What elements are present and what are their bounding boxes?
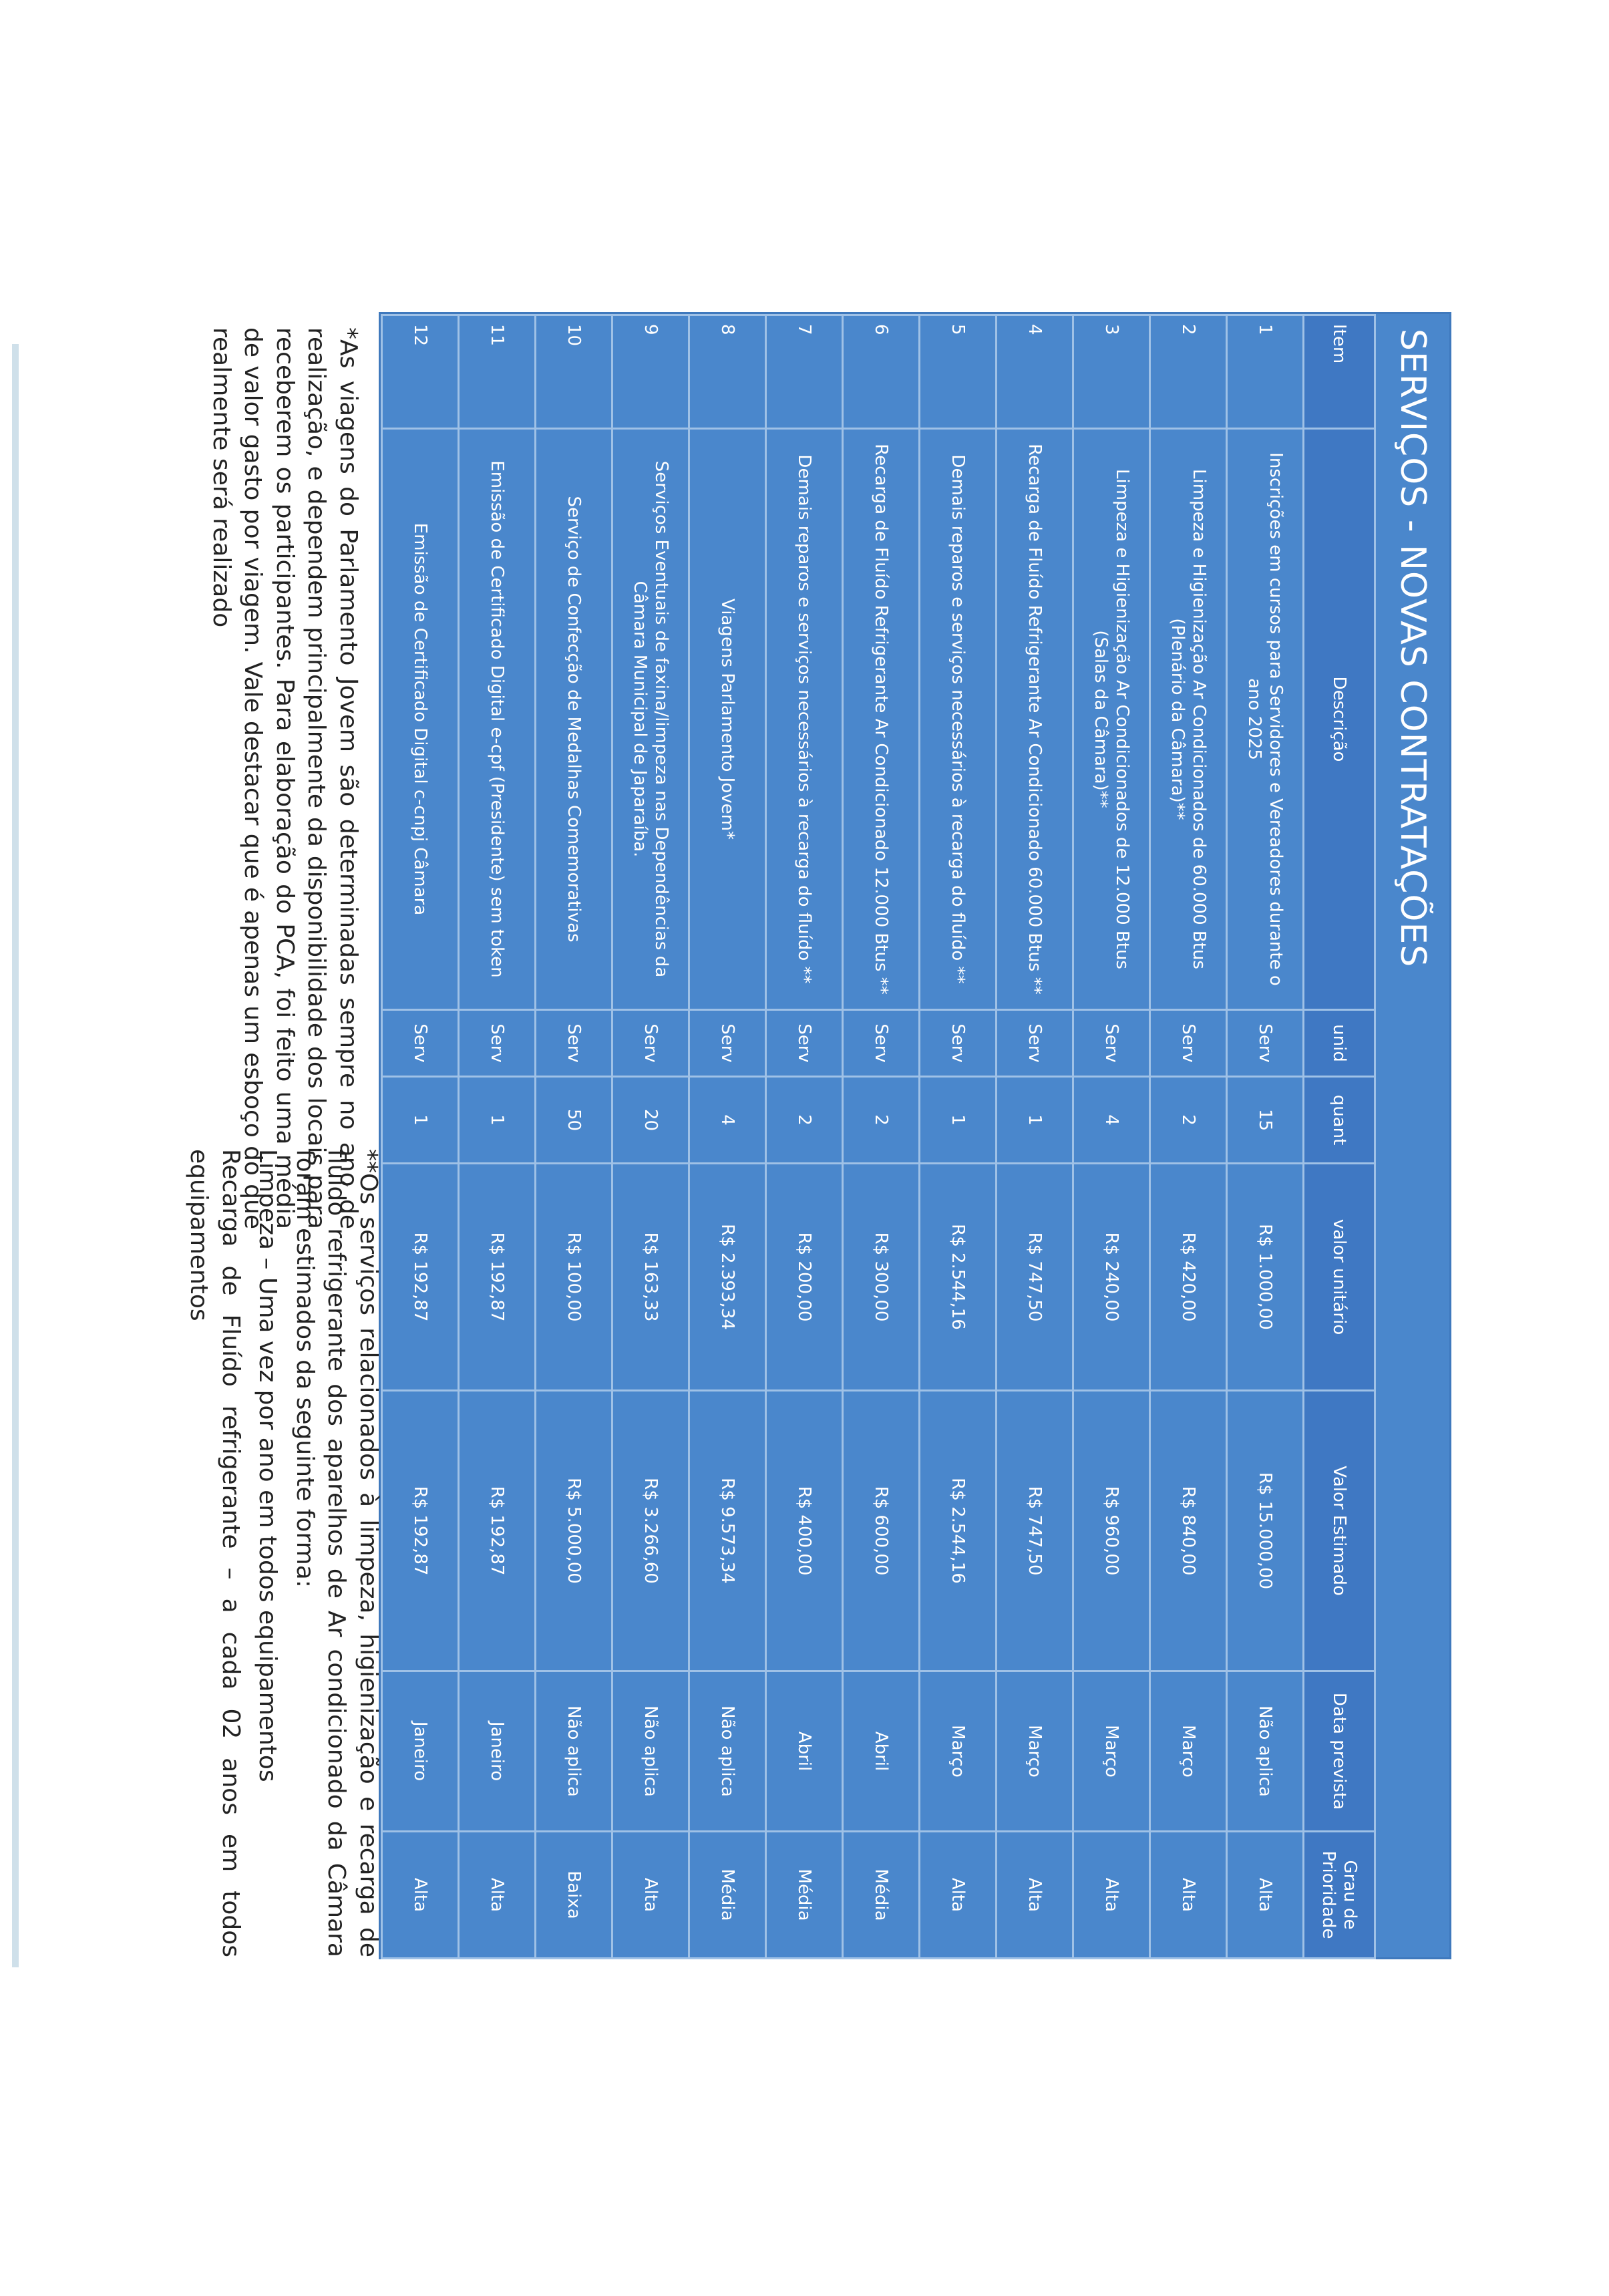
cell-item: 6 bbox=[843, 315, 920, 429]
cell-item: 3 bbox=[1073, 315, 1150, 429]
table-row bbox=[382, 315, 459, 1959]
cell-unit: Serv bbox=[459, 1010, 536, 1077]
cell-expected-date: Não aplica bbox=[1227, 1671, 1304, 1832]
cell-item: 4 bbox=[997, 315, 1073, 429]
cell-estimated-value: R$ 192,87 bbox=[459, 1391, 536, 1671]
footnote-ac-recharge: Recarga de Fluído refrigerante – a cada 02 anos em todos equipamentos bbox=[185, 1149, 244, 1957]
cell-expected-date: Janeiro bbox=[459, 1671, 536, 1832]
cell-unit: Serv bbox=[843, 1010, 920, 1077]
cell-quantity: 20 bbox=[612, 1077, 689, 1164]
services-table bbox=[381, 314, 1376, 1959]
cell-unit: Serv bbox=[382, 1010, 459, 1077]
cell-unit-value: R$ 163,33 bbox=[612, 1164, 689, 1391]
footnote-air-conditioning bbox=[178, 1149, 384, 1957]
cell-unit-value: R$ 192,87 bbox=[382, 1164, 459, 1391]
header-item: Item bbox=[1304, 315, 1375, 429]
cell-description: Emissão de Certificado Digital e-cpf (Presidente) sem token bbox=[459, 429, 536, 1010]
cell-priority: Média bbox=[766, 1832, 843, 1959]
cell-expected-date: Não aplica bbox=[612, 1671, 689, 1832]
cell-unit: Serv bbox=[920, 1010, 997, 1077]
cell-priority: Alta bbox=[612, 1832, 689, 1959]
cell-quantity: 50 bbox=[536, 1077, 612, 1164]
cell-expected-date: Não aplica bbox=[689, 1671, 766, 1832]
cell-expected-date: Março bbox=[997, 1671, 1073, 1832]
cell-item: 5 bbox=[920, 315, 997, 429]
cell-estimated-value: R$ 960,00 bbox=[1073, 1391, 1150, 1671]
header-priority: Grau de Prioridade bbox=[1304, 1832, 1375, 1959]
cell-estimated-value: R$ 9.573,34 bbox=[689, 1391, 766, 1671]
cell-unit-value: R$ 747,50 bbox=[997, 1164, 1073, 1391]
table-row bbox=[536, 315, 612, 1959]
table-row bbox=[1073, 315, 1150, 1959]
cell-estimated-value: R$ 5.000,00 bbox=[536, 1391, 612, 1671]
cell-expected-date: Março bbox=[1073, 1671, 1150, 1832]
table-row bbox=[689, 315, 766, 1959]
cell-quantity: 4 bbox=[1073, 1077, 1150, 1164]
cell-quantity: 4 bbox=[689, 1077, 766, 1164]
cell-estimated-value: R$ 3.266,60 bbox=[612, 1391, 689, 1671]
cell-item: 10 bbox=[536, 315, 612, 429]
cell-item: 9 bbox=[612, 315, 689, 429]
cell-quantity: 15 bbox=[1227, 1077, 1304, 1164]
footnote-parlamento-jovem: *As viagens do Parlamento Jovem são determinadas sempre no ano de realização, e dependem principalmente da disponibilidade dos locais para receberem os participantes. Para elaboração do PCA, foi feito uma média de valor gasto por viagem. Vale destacar que é apenas um esboço do que realmente será realizado bbox=[207, 327, 362, 1229]
footnote-ac-cleaning: Limpeza – Uma vez por ano em todos equipamentos bbox=[254, 1149, 282, 1782]
cell-unit: Serv bbox=[1073, 1010, 1150, 1077]
cell-unit: Serv bbox=[689, 1010, 766, 1077]
cell-expected-date: Março bbox=[920, 1671, 997, 1832]
cell-quantity: 2 bbox=[1150, 1077, 1227, 1164]
cell-priority: Alta bbox=[1227, 1832, 1304, 1959]
header-unit-value: valor unitário bbox=[1304, 1164, 1375, 1391]
cell-unit: Serv bbox=[536, 1010, 612, 1077]
table-row bbox=[843, 315, 920, 1959]
cell-estimated-value: R$ 400,00 bbox=[766, 1391, 843, 1671]
cell-item: 11 bbox=[459, 315, 536, 429]
footnote-ac-intro: **Os serviços relacionados à limpeza, higienização e recarga de fluído refrigerante dos aparelhos de Ar condicionado da Câmara foram estimados da seguinte forma: bbox=[291, 1149, 382, 1957]
rotated-page-content bbox=[0, 314, 1449, 1957]
header-quantity: quant bbox=[1304, 1077, 1375, 1164]
cell-expected-date: Abril bbox=[843, 1671, 920, 1832]
cell-description: Inscrições em cursos para Servidores e Vereadores durante o ano 2025 bbox=[1227, 429, 1304, 1010]
cell-unit-value: R$ 2.544,16 bbox=[920, 1164, 997, 1391]
table-row bbox=[1227, 315, 1304, 1959]
cell-description: Demais reparos e serviços necessários à recarga do fluído ** bbox=[766, 429, 843, 1010]
cell-description: Serviços Eventuais de faxina/limpeza nas Dependências da Câmara Municipal de Japaraíba. bbox=[612, 429, 689, 1010]
services-table-panel bbox=[381, 314, 1449, 1957]
cell-item: 2 bbox=[1150, 315, 1227, 429]
cell-description: Recarga de Fluído Refrigerante Ar Condicionado 12.000 Btus ** bbox=[843, 429, 920, 1010]
cell-description: Serviço de Confecção de Medalhas Comemorativas bbox=[536, 429, 612, 1010]
cell-quantity: 2 bbox=[766, 1077, 843, 1164]
cell-priority: Média bbox=[843, 1832, 920, 1959]
cell-unit-value: R$ 200,00 bbox=[766, 1164, 843, 1391]
cell-priority: Alta bbox=[382, 1832, 459, 1959]
cell-description: Limpeza e Higienização Ar Condicionados de 12.000 Btus (Salas da Câmara)** bbox=[1073, 429, 1150, 1010]
cell-priority: Alta bbox=[1150, 1832, 1227, 1959]
cell-unit-value: R$ 420,00 bbox=[1150, 1164, 1227, 1391]
table-row bbox=[766, 315, 843, 1959]
cell-expected-date: Janeiro bbox=[382, 1671, 459, 1832]
cell-priority: Baixa bbox=[536, 1832, 612, 1959]
header-expected-date: Data prevista bbox=[1304, 1671, 1375, 1832]
cell-unit-value: R$ 2.393,34 bbox=[689, 1164, 766, 1391]
cell-description: Demais reparos e serviços necessários à recarga do fluído ** bbox=[920, 429, 997, 1010]
cell-item: 8 bbox=[689, 315, 766, 429]
cell-estimated-value: R$ 15.000,00 bbox=[1227, 1391, 1304, 1671]
cell-unit-value: R$ 240,00 bbox=[1073, 1164, 1150, 1391]
cell-quantity: 1 bbox=[997, 1077, 1073, 1164]
footnotes bbox=[0, 314, 382, 1957]
table-row bbox=[612, 315, 689, 1959]
cell-quantity: 1 bbox=[459, 1077, 536, 1164]
cell-expected-date: Não aplica bbox=[536, 1671, 612, 1832]
cell-item: 1 bbox=[1227, 315, 1304, 429]
cell-description: Emissão de Certificado Digital c-cnpj Câmara bbox=[382, 429, 459, 1010]
cell-estimated-value: R$ 2.544,16 bbox=[920, 1391, 997, 1671]
cell-description: Recarga de Fluído Refrigerante Ar Condicionado 60.000 Btus ** bbox=[997, 429, 1073, 1010]
cell-unit: Serv bbox=[766, 1010, 843, 1077]
cell-priority: Alta bbox=[1073, 1832, 1150, 1959]
cell-unit: Serv bbox=[1150, 1010, 1227, 1077]
table-row bbox=[1150, 315, 1227, 1959]
cell-description: Limpeza e Higienização Ar Condicionados de 60.000 Btus (Plenário da Câmara)** bbox=[1150, 429, 1227, 1010]
cell-estimated-value: R$ 840,00 bbox=[1150, 1391, 1227, 1671]
cell-priority: Média bbox=[689, 1832, 766, 1959]
cell-quantity: 1 bbox=[382, 1077, 459, 1164]
table-row bbox=[459, 315, 536, 1959]
header-unit: unid bbox=[1304, 1010, 1375, 1077]
cell-estimated-value: R$ 192,87 bbox=[382, 1391, 459, 1671]
header-description: Descrição bbox=[1304, 429, 1375, 1010]
cell-estimated-value: R$ 600,00 bbox=[843, 1391, 920, 1671]
cell-quantity: 2 bbox=[843, 1077, 920, 1164]
cell-quantity: 1 bbox=[920, 1077, 997, 1164]
cell-unit: Serv bbox=[997, 1010, 1073, 1077]
cell-unit-value: R$ 100,00 bbox=[536, 1164, 612, 1391]
cell-unit-value: R$ 192,87 bbox=[459, 1164, 536, 1391]
cell-priority: Alta bbox=[459, 1832, 536, 1959]
table-row bbox=[997, 315, 1073, 1959]
table-row bbox=[920, 315, 997, 1959]
cell-unit-value: R$ 1.000,00 bbox=[1227, 1164, 1304, 1391]
page-title: SERVIÇOS - NOVAS CONTRATAÇÕES bbox=[1393, 329, 1433, 968]
table-header-row bbox=[1304, 315, 1375, 1959]
cell-unit: Serv bbox=[612, 1010, 689, 1077]
cell-description: Viagens Parlamento Jovem* bbox=[689, 429, 766, 1010]
cell-item: 12 bbox=[382, 315, 459, 429]
cell-unit: Serv bbox=[1227, 1010, 1304, 1077]
cell-priority: Alta bbox=[997, 1832, 1073, 1959]
header-estimated-value: Valor Estimado bbox=[1304, 1391, 1375, 1671]
cell-estimated-value: R$ 747,50 bbox=[997, 1391, 1073, 1671]
cell-expected-date: Abril bbox=[766, 1671, 843, 1832]
cell-item: 7 bbox=[766, 315, 843, 429]
cell-expected-date: Março bbox=[1150, 1671, 1227, 1832]
cell-unit-value: R$ 300,00 bbox=[843, 1164, 920, 1391]
cell-priority: Alta bbox=[920, 1832, 997, 1959]
